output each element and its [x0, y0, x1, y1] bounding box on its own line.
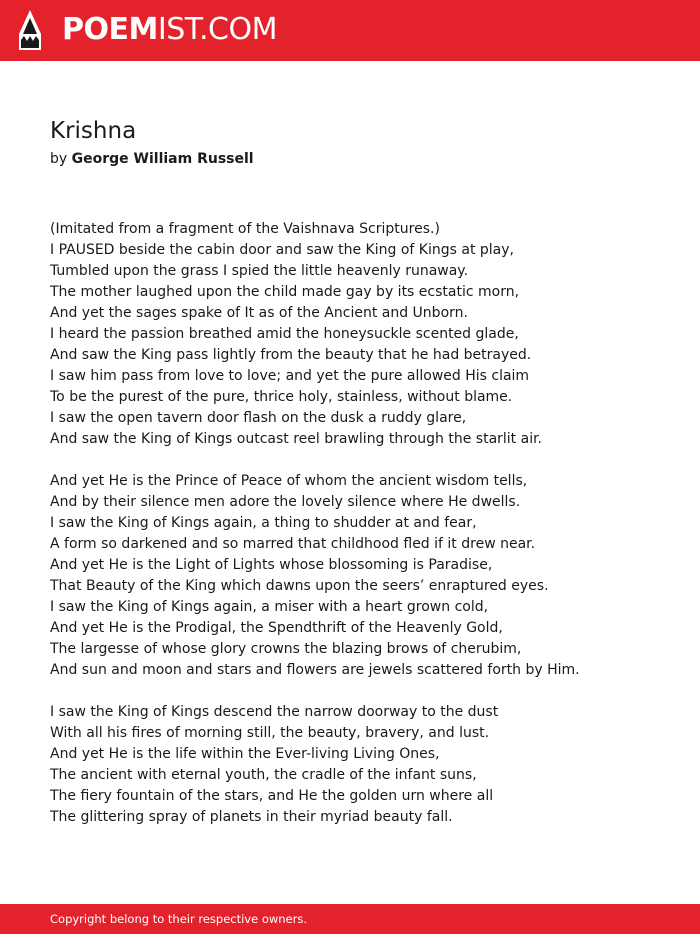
poem-line: With all his fires of morning still, the beauty, bravery, and lust.	[50, 725, 490, 741]
poem-line: And sun and moon and stars and flowers are jewels scattered forth by Him.	[50, 662, 580, 678]
poem-line: To be the purest of the pure, thrice holy, stainless, without blame.	[50, 389, 513, 405]
poem-line: I PAUSED beside the cabin door and saw the King of Kings at play,	[50, 242, 514, 258]
poem-line: The fiery fountain of the stars, and He the golden urn where all	[50, 788, 494, 804]
poem-line: A form so darkened and so marred that childhood fled if it drew near.	[50, 536, 536, 552]
site-footer	[0, 904, 700, 934]
brand-strong: POEM	[62, 12, 158, 47]
poem-line: The mother laughed upon the child made gay by its ecstatic morn,	[50, 284, 520, 300]
site-header	[0, 0, 700, 61]
poem-line: And yet He is the Light of Lights whose blossoming is Paradise,	[50, 557, 493, 573]
pencil-tip-icon[interactable]	[18, 10, 42, 52]
by-label: by	[50, 151, 68, 167]
poem-body	[50, 219, 680, 828]
stanza-break	[50, 450, 680, 471]
poem-line: I saw him pass from love to love; and yet the pure allowed His claim	[50, 368, 530, 384]
poem-line: And yet He is the life within the Ever-living Living Ones,	[50, 746, 440, 762]
poem-line: The ancient with eternal youth, the cradle of the infant suns,	[50, 767, 477, 783]
poem-line: And by their silence men adore the lovely silence where He dwells.	[50, 494, 521, 510]
poem-line: And saw the King pass lightly from the beauty that he had betrayed.	[50, 347, 532, 363]
byline	[50, 149, 254, 169]
poem-line: That Beauty of the King which dawns upon the seers’ enraptured eyes.	[50, 578, 549, 594]
poem-line: And saw the King of Kings outcast reel brawling through the starlit air.	[50, 431, 543, 447]
poem-line: (Imitated from a fragment of the Vaishnava Scriptures.)	[50, 221, 440, 237]
poem-title: Krishna	[50, 118, 137, 144]
poem-line: I heard the passion breathed amid the honeysuckle scented glade,	[50, 326, 519, 342]
poem-line: And yet the sages spake of It as of the Ancient and Unborn.	[50, 305, 468, 321]
site-logo-text[interactable]	[62, 10, 277, 50]
poem-line: The largesse of whose glory crowns the blazing brows of cherubim,	[50, 641, 522, 657]
author-name: George William Russell	[71, 151, 254, 167]
brand-light: IST.COM	[157, 12, 277, 47]
stanza-break	[50, 681, 680, 702]
poem-line: And yet He is the Prodigal, the Spendthrift of the Heavenly Gold,	[50, 620, 503, 636]
poem-line: Tumbled upon the grass I spied the little heavenly runaway.	[50, 263, 469, 279]
poem-line: I saw the King of Kings again, a thing to shudder at and fear,	[50, 515, 477, 531]
poem-line: I saw the King of Kings again, a miser with a heart grown cold,	[50, 599, 489, 615]
poem-line: I saw the King of Kings descend the narrow doorway to the dust	[50, 704, 499, 720]
poem-line: I saw the open tavern door flash on the dusk a ruddy glare,	[50, 410, 467, 426]
copyright-text: Copyright belong to their respective owners.	[50, 912, 308, 926]
poem-line: The glittering spray of planets in their myriad beauty fall.	[50, 809, 453, 825]
poem-line: And yet He is the Prince of Peace of whom the ancient wisdom tells,	[50, 473, 528, 489]
